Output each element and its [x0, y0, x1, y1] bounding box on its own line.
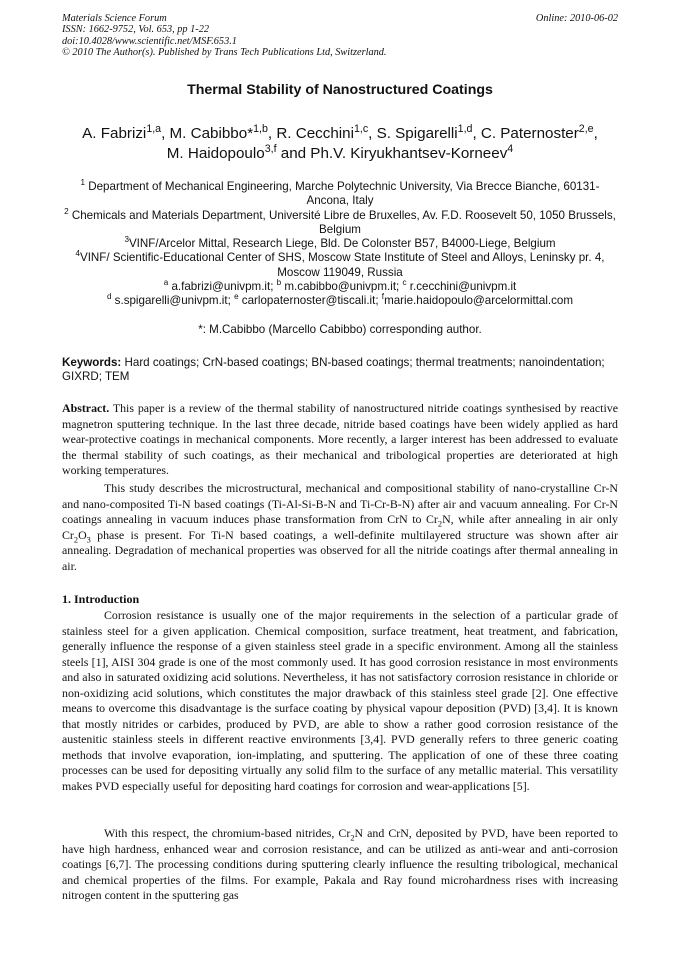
copyright-line: © 2010 The Author(s). Published by Trans Tech Publications Ltd, Switzerland.: [62, 47, 387, 59]
affiliation-text: VINF/ Scientific-Educational Center of SHS, Moscow State Institute of Steel and Alloys, Leninsky pr. 4, Moscow 119049, Russia: [79, 251, 605, 279]
abstract-text: phase is present. For Ti-N based coatings, a well-definite multilayered structure was shown after air annealing. Degradation of mechanical properties was observed for all the nitride coatings after thermal annealing in air.: [62, 527, 618, 573]
journal-header: [62, 13, 618, 59]
affiliation-text: VINF/Arcelor Mittal, Research Liege, Bld. De Colonster B57, B4000-Liege, Belgium: [128, 237, 556, 251]
email-marker: e: [234, 292, 239, 302]
email-line-2: [62, 294, 618, 308]
affiliation-4: [62, 251, 618, 280]
email-line-1: [62, 280, 618, 294]
introduction-paragraph-2: [62, 826, 618, 904]
abstract-paragraph-1: [62, 401, 618, 479]
email-link[interactable]: s.spigarelli@univpm.it;: [111, 294, 235, 308]
abstract-text: This study describes the microstructural, mechanical and compositional stability of nano-crystalline Cr-N and nano-composited Ti-N based coatings (Ti-Al-Si-B-N and Ti-Cr-B-N) after air and vacuum annealing. For Cr-N coatings annealing in vacuum induces phase transformation from CrN to Cr: [62, 481, 618, 526]
email-marker: c: [402, 278, 407, 288]
author-superscript: 1,b: [253, 122, 268, 135]
abstract-paragraph-2: [62, 481, 618, 574]
author-superscript: 1,a: [146, 122, 162, 135]
subscript: 2: [437, 519, 443, 529]
abstract-text: This paper is a review of the thermal stability of nanostructured nitride coatings synthesised by reactive magnetron sputtering technique. In the last three decade, nitride based coatings have been widely applied as hard wear-protective coatings in mechanical components. More recently, a larger interest has been addressed to evaluate the thermal stability of such coatings, as their mechanical and tribological properties are deteriorated at high working temperatures.: [62, 401, 618, 477]
affiliation-1: [62, 180, 618, 209]
keywords-text: Hard coatings; CrN-based coatings; BN-based coatings; thermal treatments; nanoindentation; GIXRD; TEM: [62, 356, 605, 384]
email-marker: d: [106, 292, 112, 302]
affiliation-3: [62, 237, 618, 251]
email-marker: a: [163, 278, 169, 288]
introduction-text: With this respect, the chromium-based nitrides, Cr: [104, 826, 351, 840]
introduction-text: Corrosion resistance is usually one of the major requirements in the selection of a particular grade of stainless steel for a given application. Chemical composition, surface treatment, heat treatment, and fabrication, generally influence the response of a given stainless steel grade in a specific environment. Among all the stainless steels [1], AISI 304 grade is one of the most commonly used. It has good corrosion resistance in most environments and also in saturated oxidizing acid solutions. Nevertheless, it has not satisfactory corrosion resistance in chloride or non-oxidizing acid solutions, which constitutes the major drawback of this stainless steel grade [2]. One effective means to overcome this disadvantage is the surface coating by physical vapour deposition (PVD) [3,4]. It is known that mostly nitrides or carbides, produced by PVD, are able to show a rather good corrosion resistance of the austenitic stainless steels in different reactive environments [3,4]. PVD generally refers to three generic coating methods that involve evaporation, ion-implating, and sputtering. The application of one of these three coating processes can be used for depositing virtually any solid film to the surface of any metallic material. This versatility makes PVD especially useful for depositing hard coatings for corrosion and wear-applications [5].: [62, 608, 618, 793]
email-link[interactable]: marie.haidopoulo@arcelormittal.com: [384, 294, 574, 308]
author-superscript: 4: [507, 142, 514, 155]
doi-line[interactable]: doi:10.4028/www.scientific.net/MSF.653.1: [62, 35, 237, 47]
paper-title: Thermal Stability of Nanostructured Coatings: [187, 82, 493, 98]
affiliation-number: 2: [64, 206, 69, 216]
affiliation-text: Department of Mechanical Engineering, Marche Polytechnic University, Via Brecce Bianche, 60131-Ancona, Italy: [85, 180, 600, 208]
keywords-label: Keywords:: [62, 356, 122, 369]
email-link[interactable]: r.cecchini@univpm.it: [406, 280, 517, 294]
affiliation-number: 4: [75, 249, 80, 259]
author-name: , M. Cabibbo*: [161, 125, 254, 142]
subscript: 3: [86, 534, 91, 544]
author-name: , R. Cecchini: [267, 125, 354, 142]
author-name: , C. Paternoster: [472, 125, 579, 142]
email-link[interactable]: m.cabibbo@univpm.it;: [281, 280, 403, 294]
issn-line: ISSN: 1662-9752, Vol. 653, pp 1-22: [62, 24, 210, 36]
affiliation-2: [62, 206, 618, 238]
affiliations: [62, 180, 618, 309]
email-link[interactable]: carlopaternoster@tiscali.it;: [238, 294, 382, 308]
affiliation-number: 1: [80, 178, 86, 188]
author-superscript: 1,c: [353, 122, 369, 135]
corresponding-author-note: *: M.Cabibbo (Marcello Cabibbo) corresponding author.: [198, 323, 482, 336]
author-superscript: 1,d: [457, 122, 473, 135]
affiliation-text: Chemicals and Materials Department, Université Libre de Bruxelles, Av. F.D. Roosevelt 50, 1050 Brussels, Belgium: [68, 208, 616, 236]
email-marker: f: [381, 292, 385, 302]
email-link[interactable]: a.fabrizi@univpm.it;: [168, 280, 277, 294]
email-marker: b: [276, 278, 282, 288]
subscript: 2: [350, 833, 355, 843]
author-list: [62, 124, 618, 164]
section-heading-introduction: 1. Introduction: [62, 592, 140, 606]
author-name: A. Fabrizi: [82, 125, 147, 142]
journal-name: Materials Science Forum: [62, 13, 167, 24]
introduction-paragraph-1: [62, 608, 618, 794]
abstract-text: N, while after annealing in air only Cr: [62, 512, 619, 542]
author-name: M. Haidopoulo: [166, 145, 265, 162]
author-superscript: 3,f: [264, 142, 277, 155]
introduction-text: N and CrN, deposited by PVD, have been reported to have high hardness, enhanced wear and corrosion resistance, and can be utilized as anti-wear and anti-corrosion coatings [6,7]. The processing conditions during sputtering clearly influence the resulting tribological, mechanical and chemical properties of the films. For example, Pakala and Ray found microhardness rises with increasing nitrogen content in the sputtering gas: [62, 826, 619, 902]
author-name: and Ph.V. Kiryukhantsev-Korneev: [276, 145, 508, 162]
author-name: , S. Spigarelli: [368, 125, 458, 142]
affiliation-number: 3: [124, 235, 129, 245]
author-separator: ,: [593, 125, 598, 142]
subscript: 2: [73, 534, 79, 544]
keywords: [62, 356, 618, 385]
abstract-label: Abstract.: [62, 401, 110, 415]
abstract-text: O: [78, 527, 87, 542]
online-date: Online: 2010-06-02: [535, 13, 618, 24]
author-superscript: 2,e: [578, 122, 594, 135]
